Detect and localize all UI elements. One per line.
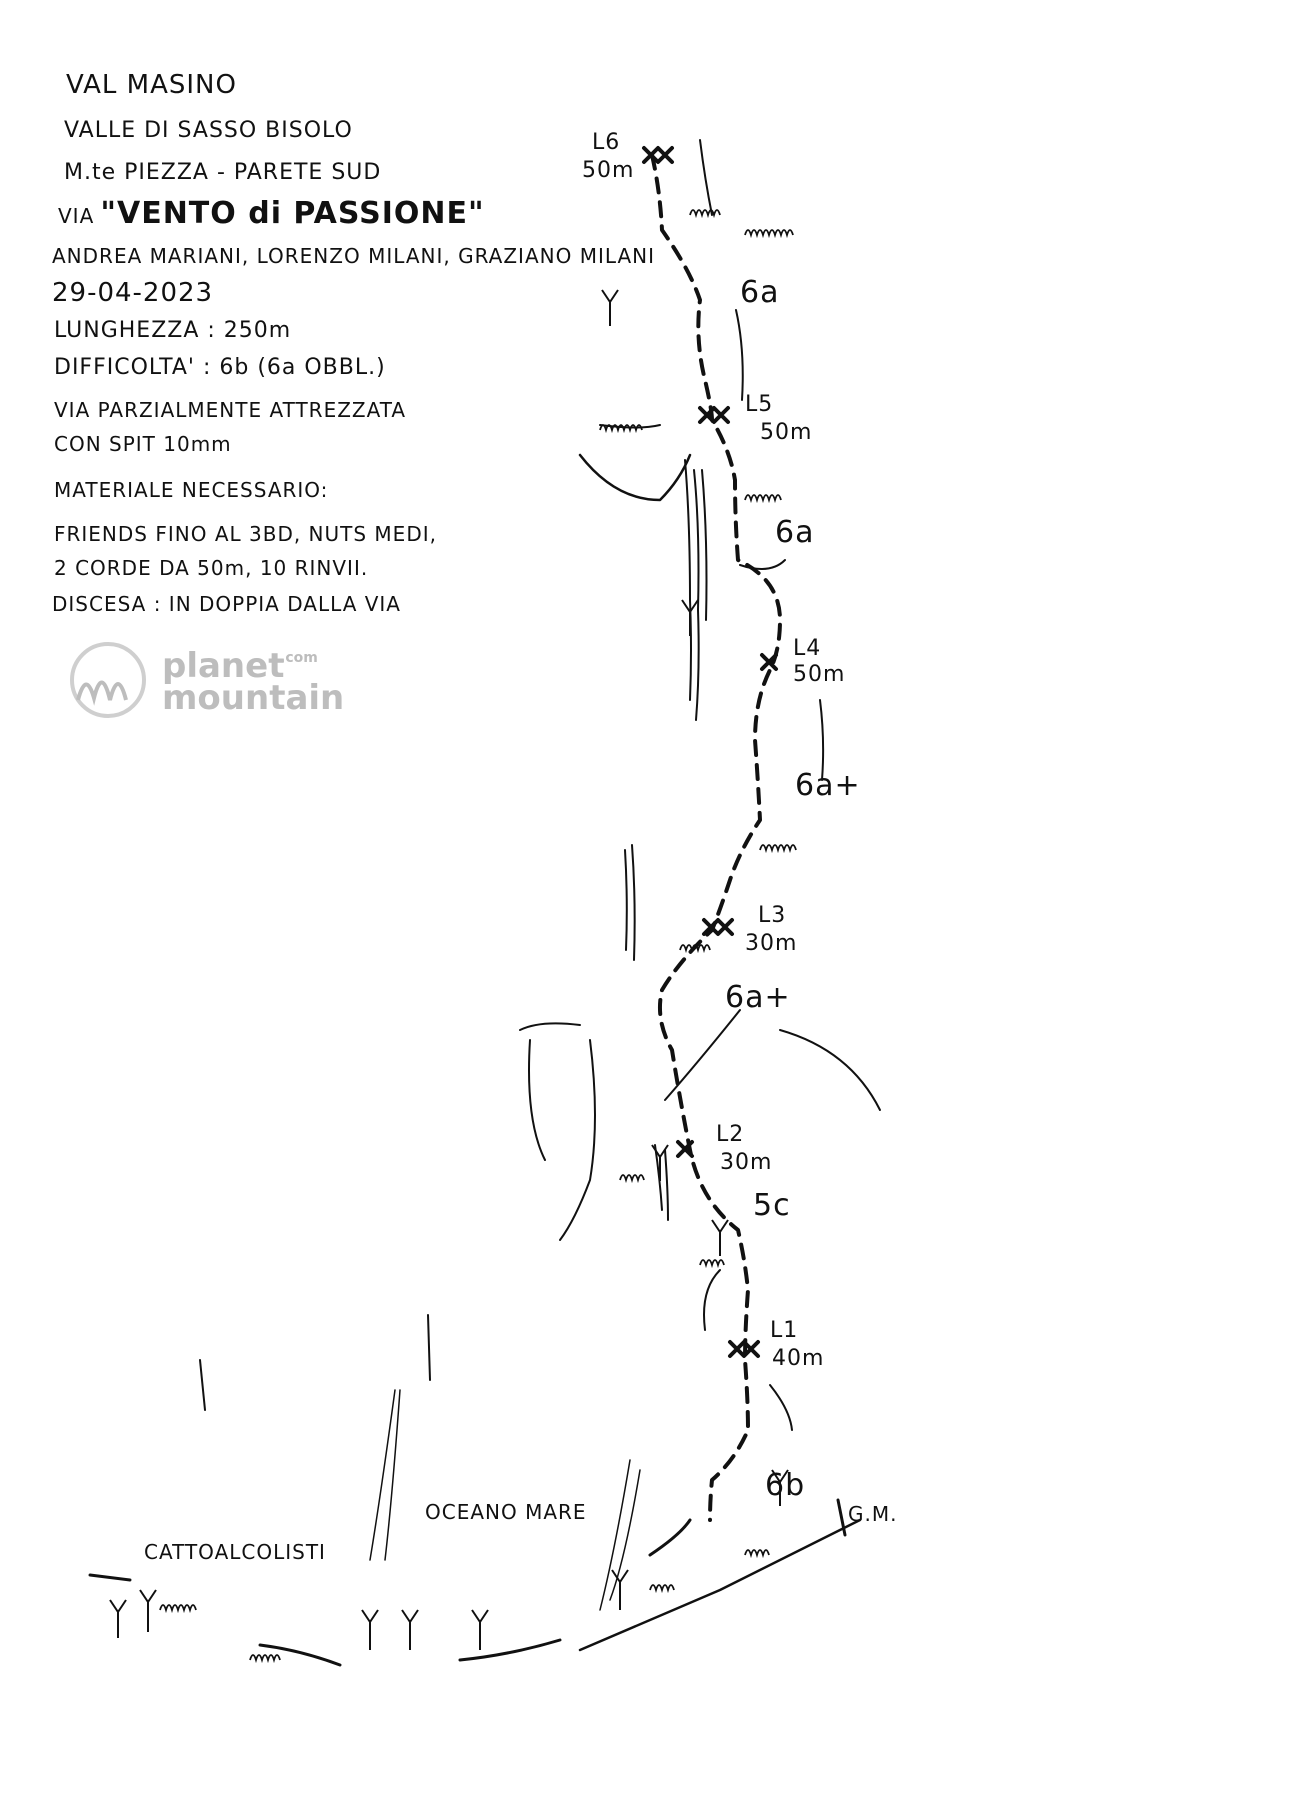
belay-l6-mark (644, 148, 672, 162)
crack (694, 470, 699, 720)
rock-pillar (520, 1023, 580, 1030)
route-name: "VENTO di PASSIONE" (100, 196, 485, 231)
belay-l4-length: 50m (793, 662, 846, 687)
neighbour-route-mid: OCEANO MARE (425, 1500, 587, 1524)
pitch-5-grade: 6a (775, 515, 815, 550)
belay-l2-name: L2 (716, 1122, 745, 1147)
equipment-line-2: CON SPIT 10mm (54, 432, 232, 456)
gear-heading: MATERIALE NECESSARIO: (54, 478, 329, 502)
pitch-1-grade: 6b (765, 1468, 806, 1503)
gear-line-2: 2 CORDE DA 50m, 10 RINVII. (54, 556, 369, 580)
belay-l1-name: L1 (770, 1318, 799, 1343)
neighbour-route-left: CATTOALCOLISTI (144, 1540, 326, 1564)
crack (665, 1010, 740, 1100)
belay-l3-name: L3 (758, 903, 787, 928)
belay-l4-name: L4 (793, 636, 822, 661)
belay-l5-name: L5 (745, 392, 774, 417)
face-name: M.te PIEZZA - PARETE SUD (64, 160, 382, 185)
rock-line (385, 1390, 400, 1560)
pitch-3-grade: 6a+ (725, 980, 791, 1015)
logo-text-line2: mountain (162, 678, 345, 718)
route-length: LUNGHEZZA : 250m (54, 318, 292, 343)
belay-l3-mark (704, 920, 732, 934)
valley-name: VALLE DI SASSO BISOLO (64, 118, 353, 143)
crack (625, 850, 627, 950)
logo-text-line1: planet (162, 646, 285, 686)
descent-info: DISCESA : IN DOPPIA DALLA VIA (52, 592, 401, 616)
belay-l1-length: 40m (772, 1346, 825, 1371)
belay-l5-mark (700, 408, 728, 422)
belay-l5-length: 50m (760, 420, 813, 445)
first-ascensionists: ANDREA MARIANI, LORENZO MILANI, GRAZIANO MILANI (52, 244, 655, 268)
roof (580, 455, 690, 500)
rock-pillar (529, 1040, 545, 1160)
gear-line-1: FRIENDS FINO AL 3BD, NUTS MEDI, (54, 522, 437, 546)
approach-arrow (460, 1640, 560, 1660)
crack (700, 140, 712, 215)
approach-arrow (428, 1315, 430, 1380)
pitch-2-grade: 5c (753, 1188, 791, 1223)
approach-arrow (200, 1360, 205, 1410)
crack (665, 1150, 668, 1220)
belay-l3-length: 30m (745, 931, 798, 956)
belay-l6-length: 50m (582, 158, 635, 183)
route-line (652, 155, 780, 1520)
plant-symbols (110, 290, 788, 1650)
crack (770, 1385, 792, 1430)
crack (685, 460, 691, 700)
pitch-4-grade: 6a+ (795, 768, 861, 803)
rock-pillar (560, 1040, 595, 1240)
crack (632, 845, 635, 960)
crack (736, 310, 743, 400)
crack (704, 1270, 720, 1330)
route-prefix: VIA (58, 204, 95, 228)
route-difficulty: DIFFICOLTA' : 6b (6a OBBL.) (54, 355, 386, 380)
equipment-line-1: VIA PARZIALMENTE ATTREZZATA (54, 398, 407, 422)
crack (780, 1030, 880, 1110)
rock-line (370, 1390, 395, 1560)
ascent-date: 29-04-2023 (52, 278, 214, 308)
approach-arrow (90, 1575, 130, 1580)
ground-line (580, 1520, 860, 1650)
pitch-6-grade: 6a (740, 275, 780, 310)
approach-arrow (650, 1520, 690, 1555)
region-title: VAL MASINO (66, 70, 237, 100)
logo-text-suffix: .com (280, 650, 318, 666)
belay-l6-name: L6 (592, 130, 621, 155)
neighbour-route-right: G.M. (848, 1502, 898, 1526)
belay-l2-length: 30m (720, 1150, 773, 1175)
crack (702, 470, 707, 620)
